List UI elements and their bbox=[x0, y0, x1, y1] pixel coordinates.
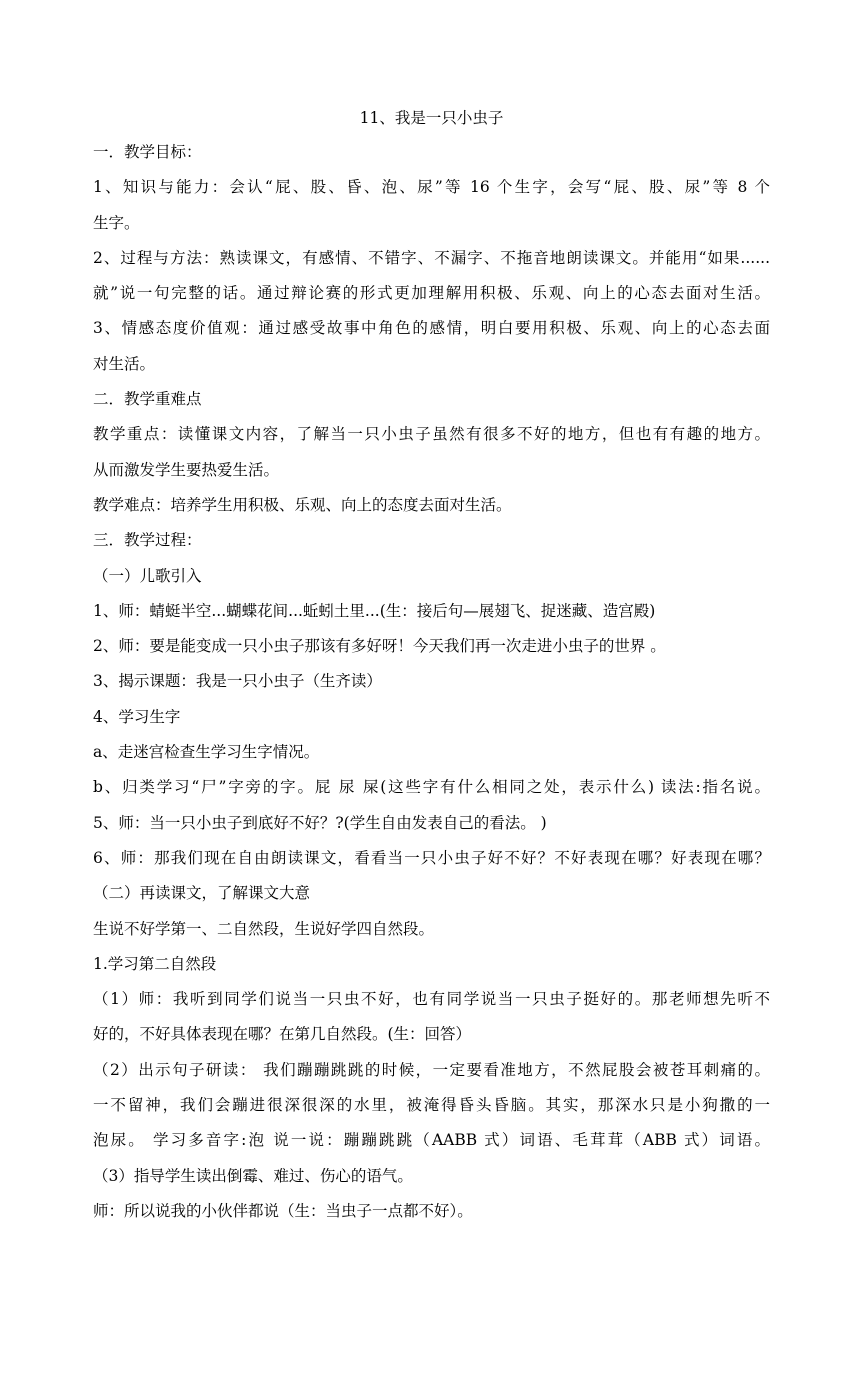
paragraph-line: 5、师：当一只小虫子到底好不好？?(学生自由发表自己的看法。 ) bbox=[93, 813, 547, 832]
paragraph-line: 6、师：那我们现在自由朗读课文，看看当一只小虫子好不好？不好表现在哪？好表现在哪？ bbox=[93, 848, 770, 867]
paragraph-line: （2）出示句子研读： 我们蹦蹦跳跳的时候，一定要看准地方，不然屁股会被苍耳刺痛的。 bbox=[93, 1060, 770, 1079]
paragraph-line: 一不留神，我们会蹦进很深很深的水里，被淹得昏头昏脑。其实，那深水只是小狗撒的一 bbox=[93, 1096, 770, 1115]
paragraph-line: 1.学习第二自然段 bbox=[93, 954, 217, 973]
paragraph-line: b、归类学习“尸”字旁的字。屁 尿 屎(这些字有什么相同之处，表示什么) 读法:指名说。 bbox=[93, 778, 770, 797]
paragraph-line: 2、师：要是能变成一只小虫子那该有多好呀！今天我们再一次走进小虫子的世界 。 bbox=[93, 637, 666, 656]
paragraph-line: 生说不好学第一、二自然段，生说好学四自然段。 bbox=[93, 919, 435, 938]
paragraph-line: 泡尿。 学习多音字:泡 说一说：蹦蹦跳跳（AABB 式）词语、毛茸茸（ABB 式）词语。 bbox=[93, 1131, 770, 1150]
section-heading-process: 三．教学过程： bbox=[93, 531, 202, 550]
paragraph-line: 3、情感态度价值观：通过感受故事中角色的感情，明白要用积极、乐观、向上的心态去面 bbox=[93, 319, 770, 338]
paragraph-line: 好的，不好具体表现在哪？在第几自然段。(生：回答） bbox=[93, 1025, 472, 1044]
paragraph-line: 1、师：蜻蜓半空...蝴蝶花间...蚯蚓土里...(生：接后句—展翅飞、捉迷藏、造宫殿) bbox=[93, 601, 656, 620]
paragraph-line: 师：所以说我的小伙伴都说（生：当虫子一点都不好）。 bbox=[93, 1201, 473, 1220]
section-heading-key-points: 二．教学重难点 bbox=[93, 390, 202, 409]
paragraph-line: 生字。 bbox=[93, 213, 140, 232]
subsection-heading: （一）儿歌引入 bbox=[93, 566, 202, 585]
paragraph-line: （1）师：我听到同学们说当一只虫不好，也有同学说当一只虫子挺好的。那老师想先听不 bbox=[93, 990, 770, 1009]
paragraph-line: 1、知识与能力：会认“屁、股、昏、泡、尿”等 16 个生字，会写“屁、股、尿”等 8 个 bbox=[93, 178, 770, 197]
document-title: 11、我是一只小虫子 bbox=[359, 109, 504, 127]
paragraph-line: a、走迷宫检查生学习生字情况。 bbox=[93, 743, 320, 762]
section-heading-objectives: 一．教学目标： bbox=[93, 143, 202, 161]
paragraph-line: 对生活。 bbox=[93, 354, 156, 373]
paragraph-line: 就”说一句完整的话。通过辩论赛的形式更加理解用积极、乐观、向上的心态去面对生活。 bbox=[93, 284, 770, 303]
paragraph-line: 教学难点：培养学生用积极、乐观、向上的态度去面对生活。 bbox=[93, 495, 512, 514]
paragraph-line: 2、过程与方法：熟读课文，有感情、不错字、不漏字、不拖音地朗读课文。并能用“如果...... bbox=[93, 248, 770, 267]
paragraph-line: 从而激发学生要热爱生活。 bbox=[93, 460, 280, 479]
paragraph-line: 教学重点：读懂课文内容，了解当一只小虫子虽然有很多不好的地方，但也有有趣的地方。 bbox=[93, 425, 770, 444]
paragraph-line: 3、揭示课题：我是一只小虫子（生齐读） bbox=[93, 672, 382, 691]
paragraph-line: （3）指导学生读出倒霉、难过、伤心的语气。 bbox=[93, 1166, 413, 1185]
paragraph-line: 4、学习生字 bbox=[93, 707, 181, 726]
subsection-heading: （二）再读课文，了解课文大意 bbox=[93, 884, 311, 903]
